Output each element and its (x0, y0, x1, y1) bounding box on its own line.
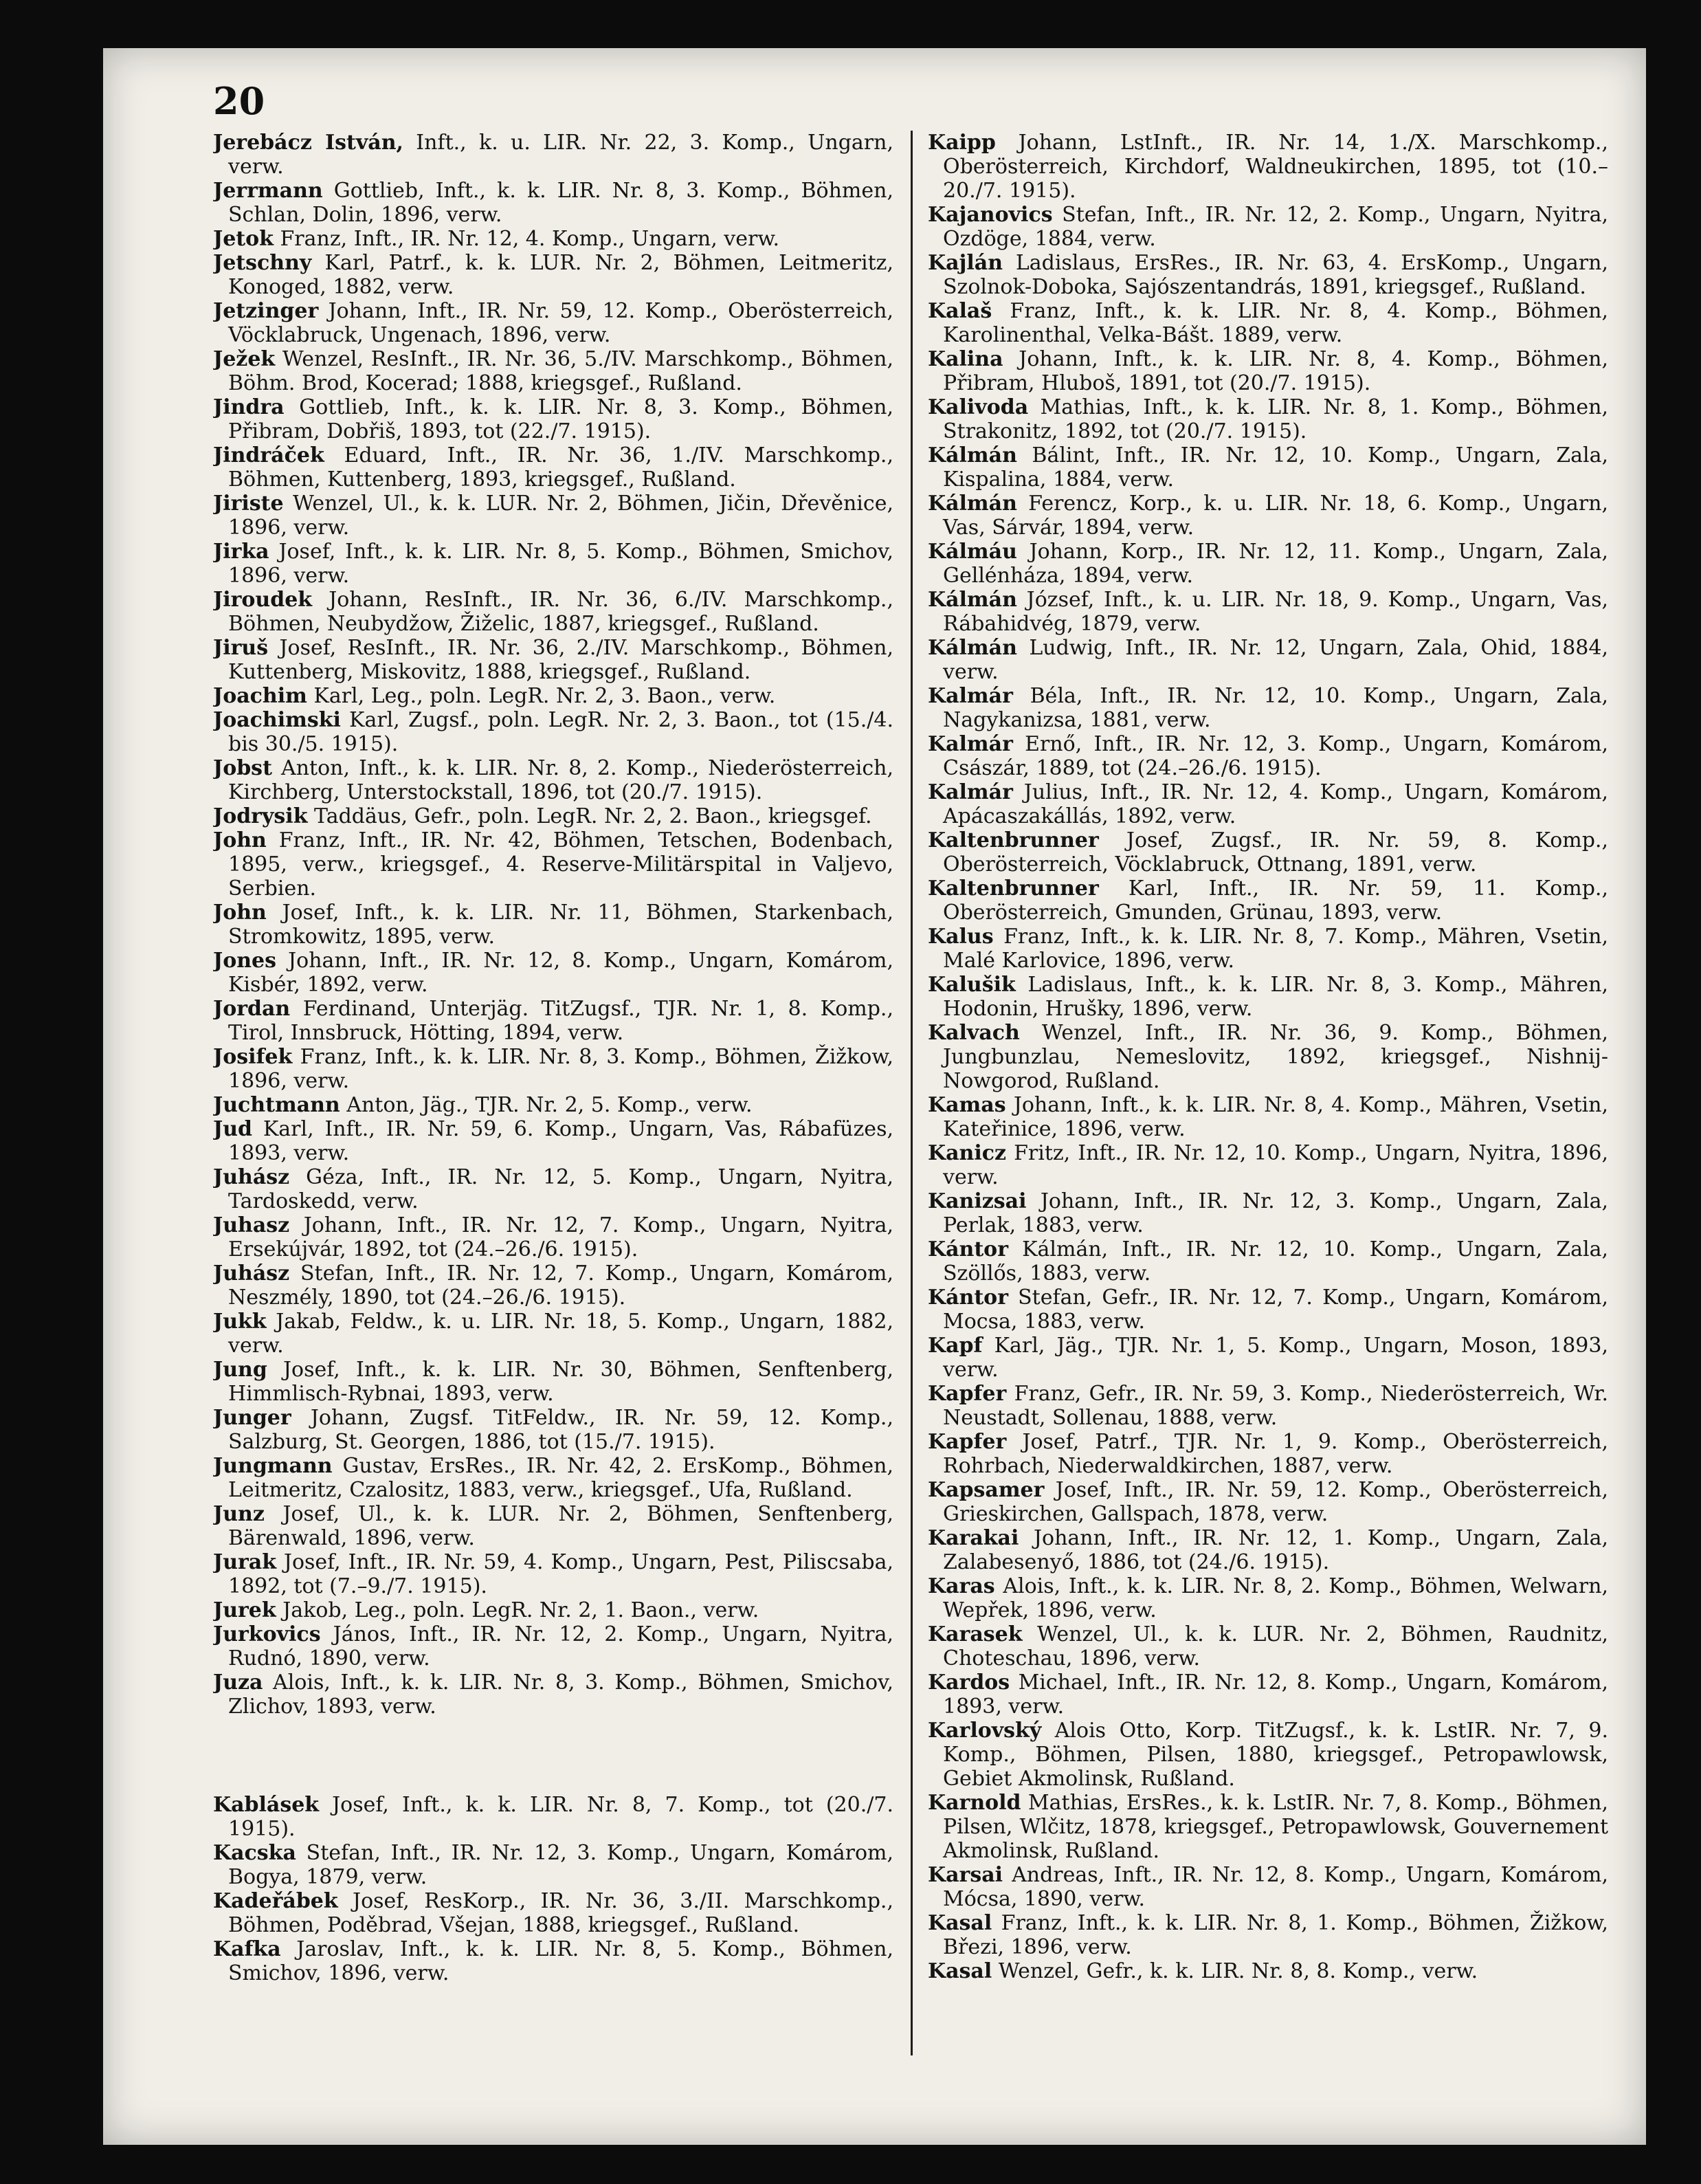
entry-details: Wenzel, Inft., IR. Nr. 36, 9. Komp., Böhmen, Jungbunzlau, Nemeslovitz, 1892, kriegsgef., Nishnij-Nowgorod, Rußland. (943, 1021, 1608, 1093)
entry-details: Karl, Zugsf., poln. LegR. Nr. 2, 3. Baon., tot (15./4. bis 30./5. 1915). (228, 708, 893, 756)
list-entry (213, 1598, 893, 1622)
entry-details: Mathias, ErsRes., k. k. LstIR. Nr. 7, 8. Komp., Böhmen, Pilsen, Wlčitz, 1878, kriegsgef., Petropawlowsk, Gouvernement Akmolinsk, Rußland. (943, 1791, 1608, 1863)
list-entry (213, 1310, 893, 1358)
entry-details: Johann, Inft., IR. Nr. 59, 12. Komp., Oberösterreich, Vöcklabruck, Ungenach, 1896, verw. (228, 299, 893, 347)
list-entry (213, 949, 893, 997)
list-entry (213, 1117, 893, 1165)
list-entry (928, 1670, 1608, 1719)
entry-surname: Jordan (213, 997, 291, 1021)
entry-details: Josef, Inft., k. k. LIR. Nr. 8, 7. Komp., tot (20./7. 1915). (228, 1793, 893, 1841)
entry-details: Ferdinand, Unterjäg. TitZugsf., TJR. Nr. 1, 8. Komp., Tirol, Innsbruck, Hötting, 1894, verw. (228, 997, 893, 1045)
entry-surname: Jiroudek (213, 588, 313, 612)
entry-surname: Kántor (928, 1286, 1008, 1310)
entry-details: Fritz, Inft., IR. Nr. 12, 10. Komp., Ungarn, Nyitra, 1896, verw. (943, 1141, 1608, 1189)
entry-details: Jaroslav, Inft., k. k. LIR. Nr. 8, 5. Komp., Böhmen, Smichov, 1896, verw. (228, 1937, 893, 1985)
entry-details: Karl, Inft., IR. Nr. 59, 11. Komp., Oberösterreich, Gmunden, Grünau, 1893, verw. (943, 876, 1608, 925)
list-entry (213, 1622, 893, 1670)
entry-details: Inft., k. u. LIR. Nr. 22, 3. Komp., Ungarn, verw. (228, 131, 893, 179)
entry-details: Wenzel, ResInft., IR. Nr. 36, 5./IV. Marschkomp., Böhmen, Böhm. Brod, Kocerad; 1888, kriegsgef., Rußland. (228, 347, 893, 395)
entry-surname: Jiriste (213, 492, 284, 516)
entry-surname: Jurkovics (213, 1622, 321, 1646)
list-entry (928, 347, 1608, 395)
entry-surname: Jung (213, 1358, 267, 1382)
entry-details: Johann, Inft., k. k. LIR. Nr. 8, 4. Komp., Böhmen, Přibram, Hluboš, 1891, tot (20./7. 1915). (943, 347, 1608, 395)
entry-surname: Ježek (213, 347, 276, 371)
entry-surname: Kajlán (928, 251, 1003, 275)
entry-surname: Juhász (213, 1165, 290, 1189)
entry-details: Alois, Inft., k. k. LIR. Nr. 8, 3. Komp., Böhmen, Smichov, Zlichov, 1893, verw. (228, 1670, 893, 1719)
entry-surname: Karasek (928, 1622, 1023, 1646)
list-entry (213, 251, 893, 299)
list-entry (928, 1021, 1608, 1093)
entry-surname: John (213, 901, 267, 925)
list-entry (928, 876, 1608, 925)
list-entry (928, 203, 1608, 251)
list-entry (213, 131, 893, 179)
list-entry (928, 1526, 1608, 1574)
list-entry (213, 1670, 893, 1719)
entry-details: Ladislaus, ErsRes., IR. Nr. 63, 4. ErsKomp., Ungarn, Szolnok-Doboka, Sajószentandrás, 1891, kriegsgef., Rußland. (943, 251, 1608, 299)
list-entry (928, 1911, 1608, 1959)
entry-details: Géza, Inft., IR. Nr. 12, 5. Komp., Ungarn, Nyitra, Tardoskedd, verw. (228, 1165, 893, 1213)
list-entry (213, 1550, 893, 1598)
entry-surname: Kalmár (928, 732, 1013, 756)
left-column (213, 131, 893, 2124)
entry-details: Eduard, Inft., IR. Nr. 36, 1./IV. Marschkomp., Böhmen, Kuttenberg, 1893, kriegsgef., Rußland. (228, 443, 893, 492)
entry-details: Josef, Inft., IR. Nr. 59, 4. Komp., Ungarn, Pest, Piliscsaba, 1892, tot (7.–9./7. 1915). (228, 1550, 893, 1598)
entry-surname: Kardos (928, 1670, 1010, 1695)
entry-details: Anton, Inft., k. k. LIR. Nr. 8, 2. Komp., Niederösterreich, Kirchberg, Unterstockstall, 1896, tot (20./7. 1915). (228, 756, 893, 804)
list-entry (213, 636, 893, 684)
list-entry (928, 1286, 1608, 1334)
entry-details: Josef, Inft., IR. Nr. 59, 12. Komp., Oberösterreich, Grieskirchen, Gallspach, 1878, verw. (943, 1478, 1608, 1526)
entry-details: Andreas, Inft., IR. Nr. 12, 8. Komp., Ungarn, Komárom, Mócsa, 1890, verw. (943, 1863, 1608, 1911)
entry-surname: Jerrmann (213, 179, 323, 203)
entry-details: Karl, Leg., poln. LegR. Nr. 2, 3. Baon., verw. (307, 684, 776, 708)
entry-surname: Kántor (928, 1237, 1008, 1261)
entry-details: Wenzel, Ul., k. k. LUR. Nr. 2, Böhmen, Raudnitz, Choteschau, 1896, verw. (943, 1622, 1608, 1670)
entry-details: Josef, Zugsf., IR. Nr. 59, 8. Komp., Oberösterreich, Vöcklabruck, Ottnang, 1891, verw. (943, 828, 1608, 876)
entry-details: Franz, Inft., IR. Nr. 12, 4. Komp., Ungarn, verw. (273, 227, 779, 251)
entry-surname: Kalus (928, 925, 994, 949)
entry-surname: Kalušik (928, 973, 1016, 997)
entry-details: Josef, Patrf., TJR. Nr. 1, 9. Komp., Oberösterreich, Rohrbach, Niederwaldkirchen, 1887, verw. (943, 1430, 1608, 1478)
list-entry (213, 828, 893, 901)
column-divider (911, 131, 913, 2055)
entry-surname: Jirka (213, 540, 269, 564)
list-entry (928, 1959, 1608, 1983)
list-entry (213, 299, 893, 347)
list-entry (213, 997, 893, 1045)
entry-surname: Juza (213, 1670, 263, 1695)
list-entry (928, 1237, 1608, 1286)
list-entry (213, 684, 893, 708)
entry-surname: Kálmán (928, 588, 1017, 612)
list-entry (928, 732, 1608, 780)
entry-surname: Karlovský (928, 1719, 1042, 1743)
list-entry (213, 1261, 893, 1310)
list-entry (213, 1502, 893, 1550)
entry-surname: Kálmán (928, 492, 1017, 516)
entry-details: Julius, Inft., IR. Nr. 12, 4. Komp., Ungarn, Komárom, Apácaszakállás, 1892, verw. (943, 780, 1608, 828)
entry-surname: Kapsamer (928, 1478, 1045, 1502)
list-entry (928, 1622, 1608, 1670)
entry-surname: Jobst (213, 756, 272, 780)
list-entry (928, 780, 1608, 828)
entry-details: Ferencz, Korp., k. u. LIR. Nr. 18, 6. Komp., Ungarn, Vas, Sárvár, 1894, verw. (943, 492, 1608, 540)
entry-details: Michael, Inft., IR. Nr. 12, 8. Komp., Ungarn, Komárom, 1893, verw. (943, 1670, 1608, 1719)
entry-surname: Juhasz (213, 1213, 290, 1237)
list-entry (928, 1791, 1608, 1863)
entry-surname: Jukk (213, 1310, 267, 1334)
entry-surname: Jurek (213, 1598, 276, 1622)
entry-details: Josef, Inft., k. k. LIR. Nr. 11, Böhmen, Starkenbach, Stromkowitz, 1895, verw. (228, 901, 893, 949)
entry-details: Josef, Inft., k. k. LIR. Nr. 8, 5. Komp., Böhmen, Smichov, 1896, verw. (228, 540, 893, 588)
entry-details: Franz, Gefr., IR. Nr. 59, 3. Komp., Niederösterreich, Wr. Neustadt, Sollenau, 1888, verw. (943, 1382, 1608, 1430)
entry-surname: Jetschny (213, 251, 312, 275)
list-entry (928, 636, 1608, 684)
list-entry (928, 973, 1608, 1021)
entry-details: Johann, Inft., IR. Nr. 12, 7. Komp., Ungarn, Nyitra, Ersekújvár, 1892, tot (24.–26./6. 1915). (228, 1213, 893, 1261)
list-entry (928, 1382, 1608, 1430)
entry-details: Johann, Inft., IR. Nr. 12, 8. Komp., Ungarn, Komárom, Kisbér, 1892, verw. (228, 949, 893, 997)
entry-details: József, Inft., k. u. LIR. Nr. 18, 9. Komp., Ungarn, Vas, Rábahidvég, 1879, verw. (943, 588, 1608, 636)
entry-details: Ernő, Inft., IR. Nr. 12, 3. Komp., Ungarn, Komárom, Császár, 1889, tot (24.–26./6. 1915). (943, 732, 1608, 780)
entry-surname: Jurak (213, 1550, 277, 1574)
entry-details: Anton, Jäg., TJR. Nr. 2, 5. Komp., verw. (340, 1093, 753, 1117)
entry-details: Stefan, Inft., IR. Nr. 12, 2. Komp., Ungarn, Nyitra, Ozdöge, 1884, verw. (943, 203, 1608, 251)
entry-surname: Kapf (928, 1334, 983, 1358)
entry-surname: Kalmár (928, 780, 1013, 804)
list-entry (213, 443, 893, 492)
entry-surname: Jud (213, 1117, 252, 1141)
entry-details: Franz, Inft., IR. Nr. 42, Böhmen, Tetschen, Bodenbach, 1895, verw., kriegsgef., 4. Reserve-Militärspital in Valjevo, Serbien. (228, 828, 893, 901)
entry-details: Josef, Ul., k. k. LUR. Nr. 2, Böhmen, Senftenberg, Bärenwald, 1896, verw. (228, 1502, 893, 1550)
document-page (103, 48, 1646, 2145)
list-entry (213, 1093, 893, 1117)
entry-surname: Jindra (213, 395, 285, 419)
list-entry (928, 1719, 1608, 1791)
entry-details: Johann, Inft., k. k. LIR. Nr. 8, 4. Komp., Mähren, Vsetin, Kateřinice, 1896, verw. (943, 1093, 1608, 1141)
entry-details: Franz, Inft., k. k. LIR. Nr. 8, 1. Komp., Böhmen, Žižkow, Březi, 1896, verw. (943, 1911, 1608, 1959)
entry-surname: Kanizsai (928, 1189, 1027, 1213)
list-entry (928, 492, 1608, 540)
entry-surname: Kapfer (928, 1382, 1007, 1406)
list-entry (928, 299, 1608, 347)
list-entry (213, 347, 893, 395)
list-entry (213, 395, 893, 443)
entry-surname: Kalmár (928, 684, 1013, 708)
entry-surname: Joachimski (213, 708, 341, 732)
entry-details: Bálint, Inft., IR. Nr. 12, 10. Komp., Ungarn, Zala, Kispalina, 1884, verw. (943, 443, 1608, 492)
entry-surname: Juchtmann (213, 1093, 340, 1117)
entry-surname: Kaipp (928, 131, 996, 155)
list-entry (928, 1189, 1608, 1237)
entry-details: Wenzel, Gefr., k. k. LIR. Nr. 8, 8. Komp., verw. (992, 1959, 1478, 1983)
entry-surname: Kálmán (928, 636, 1017, 660)
entry-surname: John (213, 828, 267, 852)
list-entry (213, 901, 893, 949)
entry-details: Franz, Inft., k. k. LIR. Nr. 8, 3. Komp., Böhmen, Žižkow, 1896, verw. (228, 1045, 893, 1093)
list-entry (213, 1841, 893, 1889)
entry-details: Johann, Korp., IR. Nr. 12, 11. Komp., Ungarn, Zala, Gellénháza, 1894, verw. (943, 540, 1608, 588)
list-entry (213, 708, 893, 756)
entry-surname: Kablásek (213, 1793, 320, 1817)
list-entry (928, 684, 1608, 732)
entry-surname: Jetok (213, 227, 274, 251)
entry-surname: Kasal (928, 1959, 992, 1983)
entry-surname: Kalaš (928, 299, 992, 323)
entry-surname: Joachim (213, 684, 307, 708)
entry-surname: Karas (928, 1574, 995, 1598)
entry-details: Stefan, Inft., IR. Nr. 12, 3. Komp., Ungarn, Komárom, Bogya, 1879, verw. (228, 1841, 893, 1889)
entry-details: Franz, Inft., k. k. LIR. Nr. 8, 7. Komp., Mähren, Vsetin, Malé Karlovice, 1896, verw. (943, 925, 1608, 973)
entry-surname: Kaltenbrunner (928, 828, 1099, 852)
entry-details: Karl, Patrf., k. k. LUR. Nr. 2, Böhmen, Leitmeritz, Konoged, 1882, verw. (228, 251, 893, 299)
list-entry (928, 1430, 1608, 1478)
entry-details: Josef, ResKorp., IR. Nr. 36, 3./II. Marschkomp., Böhmen, Poděbrad, Všejan, 1888, kriegsgef., Rußland. (228, 1889, 893, 1937)
entry-details: Ladislaus, Inft., k. k. LIR. Nr. 8, 3. Komp., Mähren, Hodonin, Hrušky, 1896, verw. (943, 973, 1608, 1021)
list-entry (928, 443, 1608, 492)
list-entry (213, 1937, 893, 1985)
list-entry (928, 925, 1608, 973)
list-entry (928, 588, 1608, 636)
entry-details: János, Inft., IR. Nr. 12, 2. Komp., Ungarn, Nyitra, Rudnó, 1890, verw. (228, 1622, 893, 1670)
entry-surname: Jungmann (213, 1454, 333, 1478)
entry-surname: Kalina (928, 347, 1003, 371)
entry-surname: Kaltenbrunner (928, 876, 1099, 901)
list-entry (213, 1045, 893, 1093)
entry-details: Alois Otto, Korp. TitZugsf., k. k. LstIR. Nr. 7, 9. Komp., Böhmen, Pilsen, 1880, kriegsgef., Petropawlowsk, Gebiet Akmolinsk, Rußland. (943, 1719, 1608, 1791)
list-entry (213, 179, 893, 227)
entry-details: Johann, Inft., IR. Nr. 12, 3. Komp., Ungarn, Zala, Perlak, 1883, verw. (943, 1189, 1608, 1237)
entry-details: Josef, Inft., k. k. LIR. Nr. 30, Böhmen, Senftenberg, Himmlisch-Rybnai, 1893, verw. (228, 1358, 893, 1406)
entry-details: Gottlieb, Inft., k. k. LIR. Nr. 8, 3. Komp., Böhmen, Přibram, Dobřiš, 1893, tot (22./7. 1915). (228, 395, 893, 443)
entry-surname: Kálmáu (928, 540, 1017, 564)
entry-surname: Kapfer (928, 1430, 1007, 1454)
entry-surname: Kajanovics (928, 203, 1053, 227)
entry-details: Josef, ResInft., IR. Nr. 36, 2./IV. Marschkomp., Böhmen, Kuttenberg, Miskovitz, 1888, kriegsgef., Rußland. (228, 636, 893, 684)
right-column (928, 131, 1608, 2124)
entry-details: Stefan, Gefr., IR. Nr. 12, 7. Komp., Ungarn, Komárom, Mocsa, 1883, verw. (943, 1286, 1608, 1334)
entry-surname: Kafka (213, 1937, 281, 1961)
entry-surname: Karakai (928, 1526, 1019, 1550)
entry-surname: Kálmán (928, 443, 1017, 467)
entry-details: Karl, Inft., IR. Nr. 59, 6. Komp., Ungarn, Vas, Rábafüzes, 1893, verw. (228, 1117, 893, 1165)
list-entry (928, 1478, 1608, 1526)
list-entry (213, 1889, 893, 1937)
entry-surname: Kalivoda (928, 395, 1029, 419)
entry-surname: Jones (213, 949, 276, 973)
list-entry (928, 395, 1608, 443)
list-entry (213, 756, 893, 804)
entry-details: Johann, LstInft., IR. Nr. 14, 1./X. Marschkomp., Oberösterreich, Kirchdorf, Waldneukirchen, 1895, tot (10.–20./7. 1915). (943, 131, 1608, 203)
entry-surname: Kadeřábek (213, 1889, 338, 1913)
list-entry (213, 588, 893, 636)
entry-surname: Kacska (213, 1841, 296, 1865)
entry-surname: Juhász (213, 1261, 290, 1286)
entry-details: Jakab, Feldw., k. u. LIR. Nr. 18, 5. Komp., Ungarn, 1882, verw. (228, 1310, 893, 1358)
entry-details: Jakob, Leg., poln. LegR. Nr. 2, 1. Baon., verw. (276, 1598, 759, 1622)
list-entry (213, 804, 893, 828)
entry-surname: Josifek (213, 1045, 293, 1069)
entry-surname: Kasal (928, 1911, 992, 1935)
entry-surname: Jerebácz István, (213, 131, 404, 155)
entry-details: Franz, Inft., k. k. LIR. Nr. 8, 4. Komp., Böhmen, Karolinenthal, Velka-Bášt. 1889, verw. (943, 299, 1608, 347)
list-entry (928, 1334, 1608, 1382)
entry-surname: Junger (213, 1406, 291, 1430)
entry-details: Béla, Inft., IR. Nr. 12, 10. Komp., Ungarn, Zala, Nagykanizsa, 1881, verw. (943, 684, 1608, 732)
list-entry (213, 540, 893, 588)
entry-details: Taddäus, Gefr., poln. LegR. Nr. 2, 2. Baon., kriegsgef. (307, 804, 872, 828)
list-entry (213, 1793, 893, 1841)
entry-details: Kálmán, Inft., IR. Nr. 12, 10. Komp., Ungarn, Zala, Szöllős, 1883, verw. (943, 1237, 1608, 1286)
list-entry (213, 492, 893, 540)
entry-details: Johann, Inft., IR. Nr. 12, 1. Komp., Ungarn, Zala, Zalabesenyő, 1886, tot (24./6. 1915). (943, 1526, 1608, 1574)
entry-details: Johann, Zugsf. TitFeldw., IR. Nr. 59, 12. Komp., Salzburg, St. Georgen, 1886, tot (15./7. 1915). (228, 1406, 893, 1454)
list-entry (928, 1141, 1608, 1189)
entry-surname: Karnold (928, 1791, 1021, 1815)
list-entry (213, 1406, 893, 1454)
list-entry (213, 227, 893, 251)
entry-surname: Junz (213, 1502, 265, 1526)
list-entry (213, 1454, 893, 1502)
list-entry (928, 1863, 1608, 1911)
entry-details: Ludwig, Inft., IR. Nr. 12, Ungarn, Zala, Ohid, 1884, verw. (943, 636, 1608, 684)
entry-surname: Karsai (928, 1863, 1003, 1887)
entry-details: Stefan, Inft., IR. Nr. 12, 7. Komp., Ungarn, Komárom, Neszmély, 1890, tot (24.–26./6. 1915). (228, 1261, 893, 1310)
entry-surname: Kamas (928, 1093, 1006, 1117)
entry-details: Gottlieb, Inft., k. k. LIR. Nr. 8, 3. Komp., Böhmen, Schlan, Dolin, 1896, verw. (228, 179, 893, 227)
entry-details: Karl, Jäg., TJR. Nr. 1, 5. Komp., Ungarn, Moson, 1893, verw. (943, 1334, 1608, 1382)
list-entry (928, 131, 1608, 203)
entry-details: Mathias, Inft., k. k. LIR. Nr. 8, 1. Komp., Böhmen, Strakonitz, 1892, tot (20./7. 1915). (943, 395, 1608, 443)
entry-surname: Jindráček (213, 443, 324, 467)
entry-details: Alois, Inft., k. k. LIR. Nr. 8, 2. Komp., Böhmen, Welwarn, Wepřek, 1896, verw. (943, 1574, 1608, 1622)
entry-surname: Jodrysik (213, 804, 308, 828)
entry-details: Wenzel, Ul., k. k. LUR. Nr. 2, Böhmen, Jičin, Dřevěnice, 1896, verw. (228, 492, 893, 540)
list-entry (928, 1574, 1608, 1622)
list-entry (213, 1358, 893, 1406)
entry-surname: Kanicz (928, 1141, 1007, 1165)
entry-details: Gustav, ErsRes., IR. Nr. 42, 2. ErsKomp., Böhmen, Leitmeritz, Czalositz, 1883, verw., kriegsgef., Ufa, Rußland. (228, 1454, 893, 1502)
list-entry (928, 1093, 1608, 1141)
list-entry (928, 540, 1608, 588)
list-entry (928, 251, 1608, 299)
list-entry (928, 828, 1608, 876)
list-entry (213, 1213, 893, 1261)
entry-details: Johann, ResInft., IR. Nr. 36, 6./IV. Marschkomp., Böhmen, Neubydžow, Žiželic, 1887, kriegsgef., Rußland. (228, 588, 893, 636)
entry-surname: Jetzinger (213, 299, 319, 323)
list-entry (213, 1165, 893, 1213)
entry-surname: Jiruš (213, 636, 269, 660)
entry-surname: Kalvach (928, 1021, 1020, 1045)
page-number: 20 (213, 79, 265, 123)
